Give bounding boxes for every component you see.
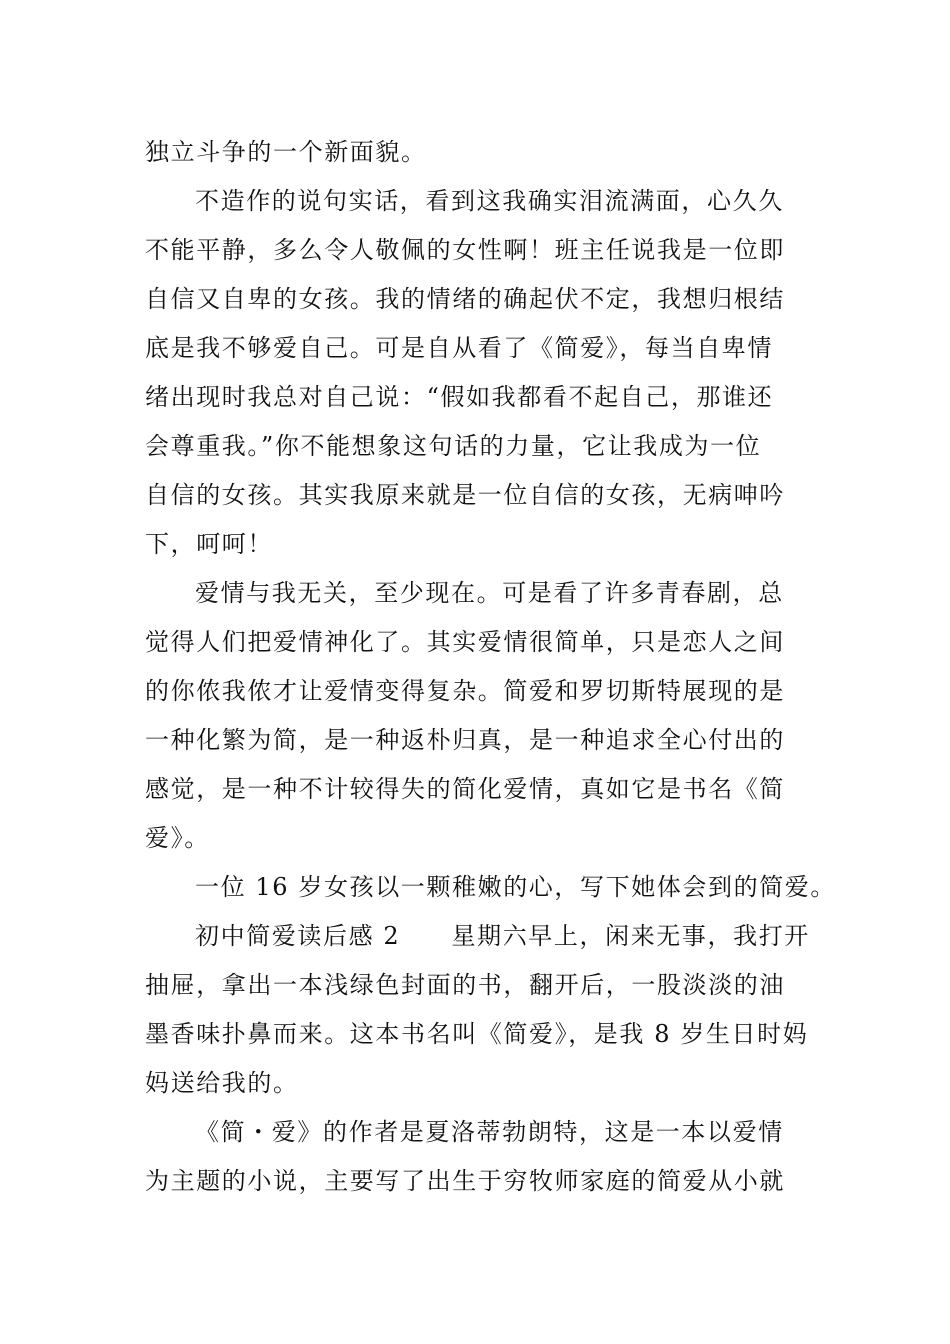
text-line: 《简・爱》的作者是夏洛蒂勃朗特，这是一本以爱情 [195,1118,784,1146]
text-line: 觉得人们把爱情神化了。其实爱情很简单，只是恋人之间 [145,628,785,656]
text-line: 会尊重我。”你不能想象这句话的力量，它让我成为一位 [145,432,762,460]
text-line: 抽屉，拿出一本浅绿色封面的书，翻开后，一股淡淡的油 [145,971,785,999]
text-line: 为主题的小说，主要写了出生于穷牧师家庭的简爱从小就 [145,1167,785,1195]
text-line: 底是我不够爱自己。可是自从看了《简爱》，每当自卑情 [145,334,773,362]
text-line: 绪出现时我总对自己说：“假如我都看不起自己，那谁还 [145,383,774,411]
body-text [145,128,836,1206]
text-line: 独立斗争的一个新面貌。 [145,138,427,166]
text-line: 感觉，是一种不计较得失的简化爱情，真如它是书名《简 [145,775,785,803]
text-line: 下，呵呵！ [145,530,273,558]
text-line: 爱情与我无关，至少现在。可是看了许多青春剧，总 [195,579,784,607]
text-line: 一位 16 岁女孩以一颗稚嫩的心，写下她体会到的简爱。 [195,873,836,901]
text-line: 墨香味扑鼻而来。这本书名叫《简爱》，是我 8 岁生日时妈 [145,1020,809,1048]
text-line: 初中简爱读后感 2 星期六早上，闲来无事，我打开 [195,922,810,950]
text-line: 爱》。 [145,824,210,852]
text-line: 一种化繁为简，是一种返朴归真，是一种追求全心付出的 [145,726,785,754]
text-line: 的你侬我侬才让爱情变得复杂。简爱和罗切斯特展现的是 [145,677,785,705]
text-line: 不能平静，多么令人敬佩的女性啊！班主任说我是一位即 [145,236,785,264]
text-line: 妈送给我的。 [145,1069,299,1097]
text-line: 自信又自卑的女孩。我的情绪的确起伏不定，我想归根结 [145,285,785,313]
text-line: 自信的女孩。其实我原来就是一位自信的女孩，无病呻吟 [145,481,785,509]
text-line: 不造作的说句实话，看到这我确实泪流满面，心久久 [195,187,784,215]
